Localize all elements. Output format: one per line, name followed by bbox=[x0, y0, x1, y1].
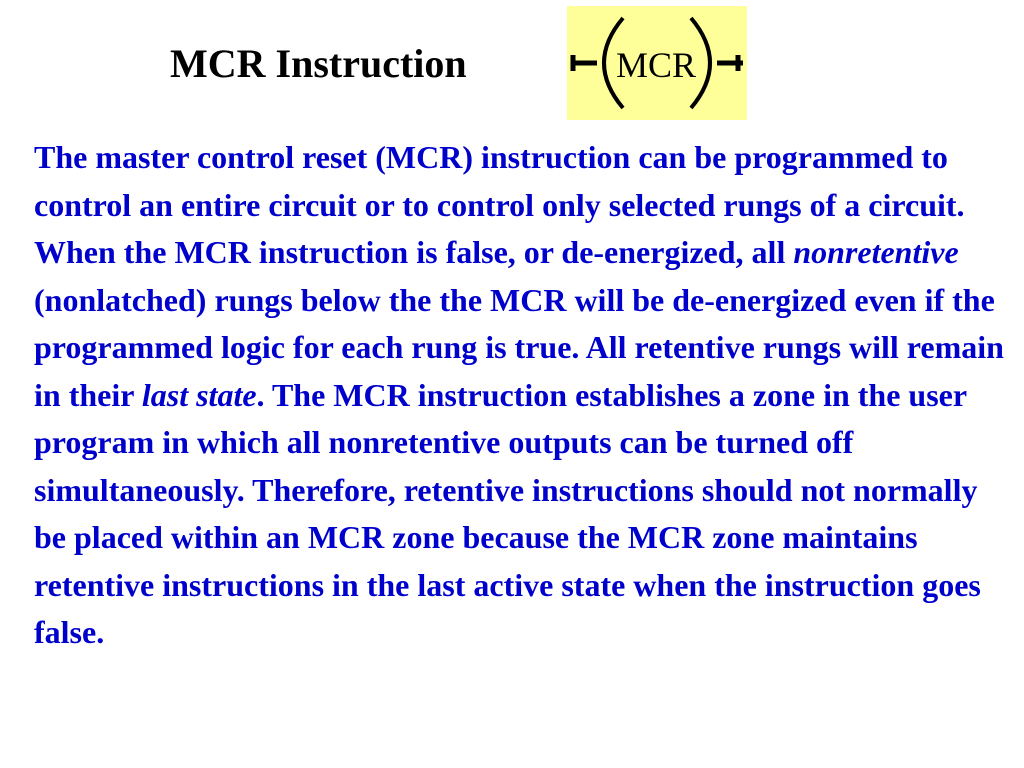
paragraph-segment-1: The master control reset (MCR) instruction can be programmed to control an entire circuit or to control only selected rungs of a circuit. When the MCR instruction is false, or de-energized, all bbox=[34, 139, 965, 270]
emphasis-last-state: last state bbox=[141, 376, 257, 413]
paragraph-segment-2: (nonlatched) rungs below the the MCR will be de-energized even if the programmed logic for each rung is true. All retentive rungs will remain in their bbox=[34, 281, 1004, 413]
body-paragraph bbox=[34, 134, 1009, 657]
mcr-symbol-label: MCR bbox=[615, 45, 697, 85]
emphasis-nonretentive: nonretentive bbox=[793, 234, 959, 270]
mcr-coil-symbol bbox=[567, 6, 747, 120]
slide-title: MCR Instruction bbox=[170, 41, 467, 86]
paragraph-segment-3: . The MCR instruction establishes a zone in the user program in which all nonretentive outputs can be turned off simultaneously. Therefore, retentive instructions should not normally be placed within an MCR zone because the MCR zone maintains retentive instructions in the last active state when the instruction goes false. bbox=[34, 376, 981, 650]
